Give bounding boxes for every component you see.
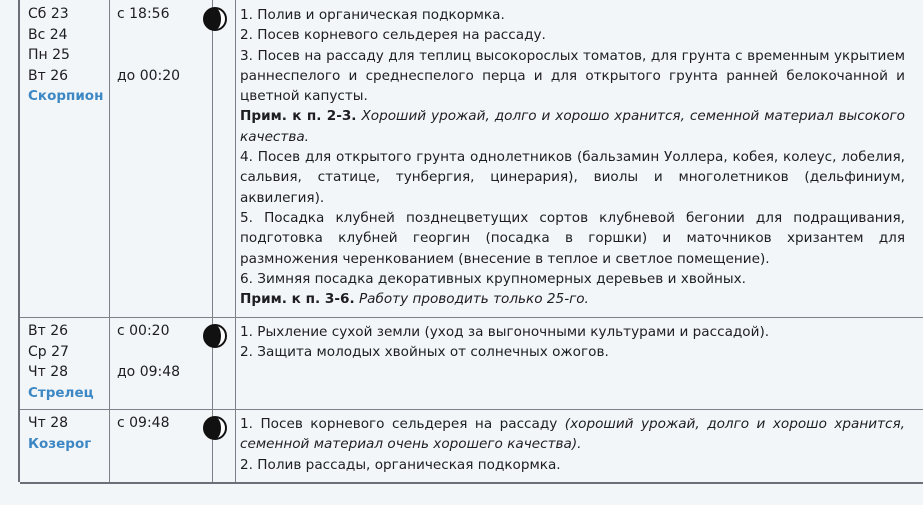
time-end: до 09:48 <box>117 364 181 380</box>
zodiac-sign: Скорпион <box>28 88 104 104</box>
note-label: Прим. к п. 3-6. <box>240 291 355 308</box>
task-item: 1. Рыхление сухой земли (уход за выгоночными культурами и рассадой). <box>240 324 770 340</box>
time-cell <box>117 4 180 86</box>
time-cell <box>117 413 170 434</box>
task-item: 4. Посев для открытого грунта однолетников (бальзамин Уоллера, кобея, колеус, лобелия, сальвия, статице, тунбергия, цинерария), виолы и многолетников (дельфиниум, аквилегия). <box>240 149 905 206</box>
day-label: Вт 26 <box>28 323 69 339</box>
waxing-moon-icon <box>202 415 228 441</box>
note-text: Работу проводить только 25-го. <box>358 291 589 308</box>
task-item: 2. Посев корневого сельдерея на рассаду. <box>240 27 546 44</box>
days-cell <box>28 413 91 454</box>
note-text: Хороший урожай, долго и хорошо хранится, семенной материал высокого качества. <box>240 108 906 145</box>
task-note <box>240 106 905 147</box>
table-row-sagittarius <box>20 317 923 410</box>
note-label: Прим. к п. 2-3. <box>240 108 357 125</box>
time-cell <box>117 321 180 383</box>
task-item: 2. Полив рассады, органическая подкормка. <box>240 456 561 473</box>
day-label: Чт 28 <box>28 364 69 380</box>
task-item: 3. Посев на рассаду для теплиц высокорослых томатов, для грунта с временным укрытием раннеспелого и среднеспелого перца и для открытого грунта ранней белокочанной и цветной капусты. <box>240 47 905 105</box>
day-label: Чт 28 <box>28 415 69 431</box>
task-item: 5. Посадка клубней позднецветущих сортов клубневой бегонии для подращивания, подготовка клубней георгин (посадка в горшки) и маточников хризантем для размножения черенкованием (внесение в теплое и светлое помещение). <box>240 209 905 267</box>
zodiac-sign: Стрелец <box>28 384 94 401</box>
table-row-capricorn <box>20 409 923 484</box>
days-cell <box>28 4 103 107</box>
task-item: 2. Защита молодых хвойных от солнечных ожогов. <box>240 344 609 361</box>
time-start: с 18:56 <box>117 6 170 22</box>
day-label: Ср 27 <box>28 343 69 360</box>
task-note-text: (хороший урожай, долго и хорошо хранится, семенной материал очень хорошего качества). <box>240 416 905 453</box>
task-item: 1. Полив и органическая подкормка. <box>240 7 505 23</box>
zodiac-sign: Козерог <box>28 435 92 452</box>
tasks-cell <box>240 322 905 363</box>
task-item: 6. Зимняя посадка декоративных крупномерных деревьев и хвойных. <box>240 270 746 287</box>
waxing-moon-icon <box>202 6 228 32</box>
day-label: Сб 23 <box>28 6 69 22</box>
lunar-calendar-table <box>18 0 923 482</box>
time-end: до 00:20 <box>117 67 181 84</box>
task-text: 1. Посев корневого сельдерея на рассаду <box>240 416 558 432</box>
tasks-cell <box>240 5 905 309</box>
day-label: Вт 26 <box>28 67 69 84</box>
waxing-moon-icon <box>202 323 228 349</box>
task-item <box>240 414 905 455</box>
time-start: с 00:20 <box>117 323 170 339</box>
time-start: с 09:48 <box>117 415 170 431</box>
table-row-scorpio <box>20 0 923 318</box>
tasks-cell <box>240 414 905 475</box>
day-label: Пн 25 <box>28 47 70 63</box>
task-note <box>240 289 905 309</box>
day-label: Вс 24 <box>28 26 68 43</box>
days-cell <box>28 321 94 403</box>
